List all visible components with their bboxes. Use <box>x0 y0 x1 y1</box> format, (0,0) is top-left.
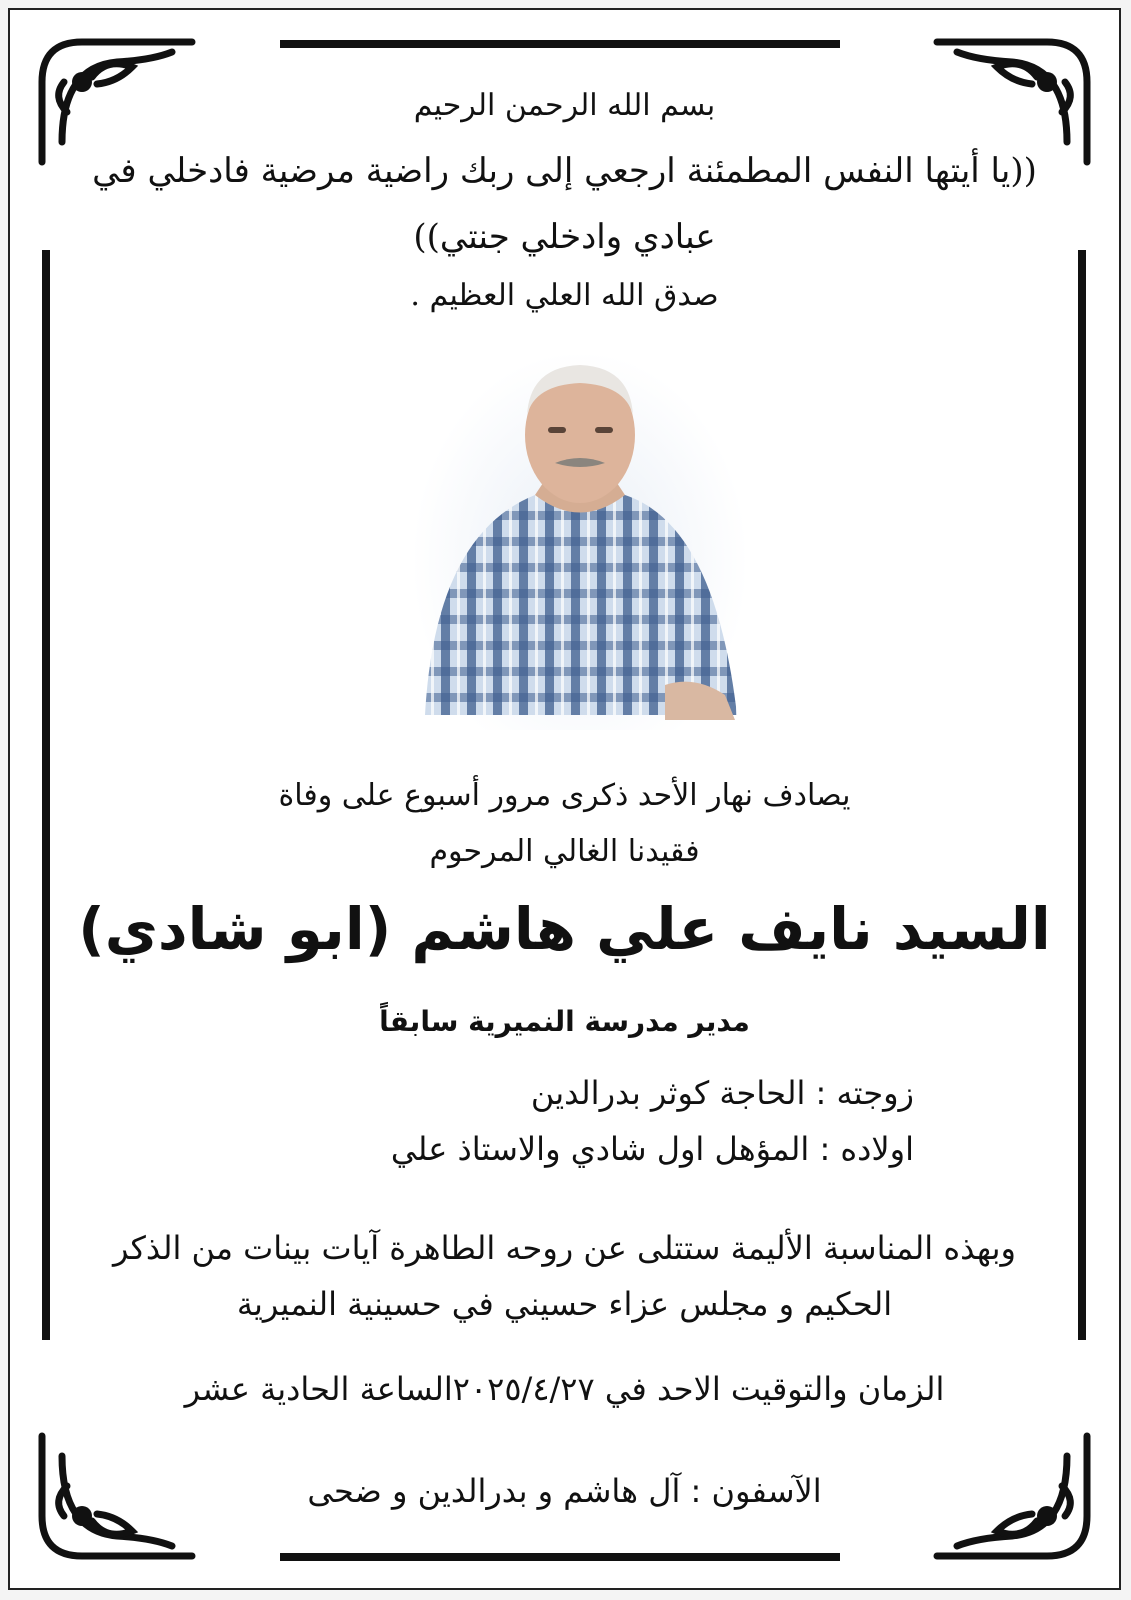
top-border-line <box>280 40 840 48</box>
portrait-photo <box>415 355 745 730</box>
event-time: الزمان والتوقيت الاحد في ٢٠٢٥/٤/٢٧الساعة الحادية عشر <box>184 1370 945 1408</box>
obituary-page <box>8 8 1121 1590</box>
portrait-photo-icon <box>415 355 745 730</box>
bottom-border-line <box>280 1553 840 1561</box>
quran-verse: ((يا أيتها النفس المطمئنة ارجعي إلى ربك راضية مرضية فادخلي في عبادي وادخلي جنتي)) <box>92 151 1037 257</box>
mourners-line: الآسفون : آل هاشم و بدرالدين و ضحى <box>307 1472 822 1510</box>
family-list <box>391 1065 914 1177</box>
wife-line: زوجته : الحاجة كوثر بدرالدين <box>530 1074 914 1112</box>
children-line: اولاده : المؤهل اول شادي والاستاذ علي <box>390 1130 914 1168</box>
deceased-name: السيد نايف علي هاشم (ابو شادي) <box>78 895 1051 963</box>
occasion-line-2: الحكيم و مجلس عزاء حسيني في حسينية النميرية <box>236 1285 893 1323</box>
deceased-title: مدير مدرسة النميرية سابقاً <box>379 1005 750 1038</box>
basmala: بسم الله الرحمن الرحيم <box>413 88 716 123</box>
occasion-text <box>80 1220 1049 1332</box>
announcement-intro <box>130 768 999 880</box>
left-border-line <box>42 250 50 1340</box>
announcement-line-2: فقيدنا الغالي المرحوم <box>429 834 700 869</box>
announcement-line-1: يصادف نهار الأحد ذكرى مرور أسبوع على وفاة <box>278 778 851 813</box>
sadaq-line: صدق الله العلي العظيم . <box>410 278 719 313</box>
occasion-line-1: وبهذه المناسبة الأليمة ستتلى عن روحه الطاهرة آيات بينات من الذكر <box>113 1229 1016 1267</box>
right-border-line <box>1078 250 1086 1340</box>
